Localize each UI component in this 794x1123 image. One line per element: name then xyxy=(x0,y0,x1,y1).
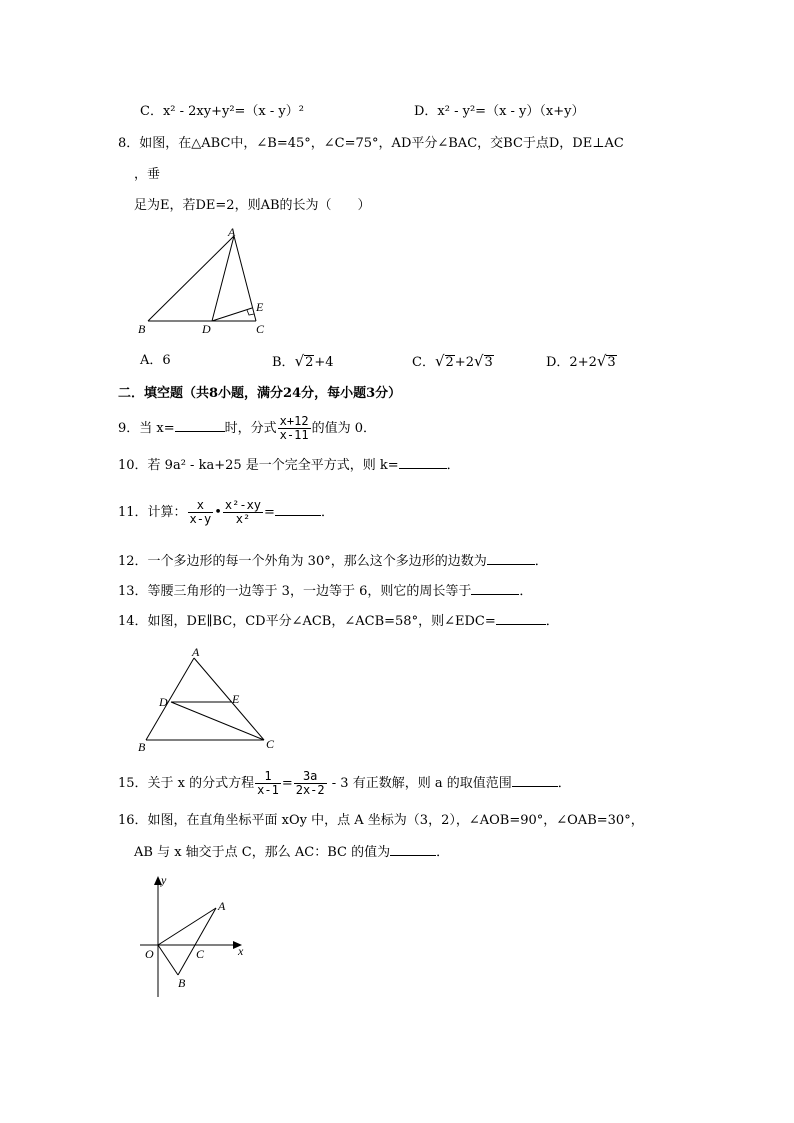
q15-numerator1: 1 xyxy=(255,770,281,784)
q15-prefix: 15．关于 x 的分式方程 xyxy=(118,776,255,791)
q14-label-b: B xyxy=(138,740,146,754)
q9-prefix: 9．当 x= xyxy=(118,421,175,436)
q8-option-b-suffix: +4 xyxy=(314,355,334,370)
q8-option-b-radicand: 2 xyxy=(305,355,314,370)
q11-fraction2 xyxy=(223,499,263,526)
q9-fraction xyxy=(278,415,311,442)
q10 xyxy=(118,456,460,475)
q14 xyxy=(118,612,559,631)
q8-label-a: A xyxy=(228,226,236,239)
q13-answer-blank[interactable] xyxy=(471,582,519,595)
q11-denominator1: x-y xyxy=(189,512,212,526)
q16-label-x: x xyxy=(238,944,244,958)
q8-option-d: D．2+2√3 xyxy=(546,352,616,370)
q16-line2-text: AB 与 x 轴交于点 C，那么 AC：BC 的值为 xyxy=(134,845,391,860)
q15-answer-blank[interactable] xyxy=(512,774,558,787)
q11-prefix: 11．计算： xyxy=(118,505,187,520)
q16-label-o: O xyxy=(145,947,154,961)
q8-option-c-prefix: C． xyxy=(412,355,435,370)
section-title-fill-in: 二．填空题（共8小题，满分24分，每小题3分） xyxy=(118,386,402,401)
q12 xyxy=(118,552,548,571)
q14-answer-blank[interactable] xyxy=(496,612,546,625)
q8-option-c-mid: +2 xyxy=(454,355,474,370)
q12-end: ． xyxy=(534,554,548,569)
q8-option-d-prefix: D．2+2 xyxy=(546,355,597,370)
q15-denominator1: x-1 xyxy=(257,783,279,797)
q14-label-e: E xyxy=(232,692,240,706)
q7-option-d: D．x² - y²=（x - y）（x+y） xyxy=(414,104,585,119)
q8-stem-line2: ，垂 xyxy=(134,167,161,182)
q16-label-y: y xyxy=(161,873,167,887)
q15-suffix: - 3 有正数解，则 a 的取值范围 xyxy=(327,776,512,791)
q8-option-d-radicand: 3 xyxy=(607,355,616,370)
q8-label-d: D xyxy=(202,322,211,336)
q16-end: ． xyxy=(436,845,450,860)
q8-label-e: E xyxy=(256,300,264,314)
q15-equals: = xyxy=(281,776,293,791)
q14-end: ． xyxy=(545,614,559,629)
q10-answer-blank[interactable] xyxy=(399,456,447,469)
q16-label-b: B xyxy=(178,976,186,990)
q15-end: ． xyxy=(557,776,571,791)
q15-fraction2 xyxy=(294,770,327,797)
q16-answer-blank[interactable] xyxy=(390,843,436,856)
q8-option-a: A．6 xyxy=(140,353,171,368)
q11-fraction1 xyxy=(188,499,214,526)
q16-label-c: C xyxy=(196,947,205,961)
q11-numerator2: x²-xy xyxy=(224,498,262,512)
q15-numerator2: 3a xyxy=(294,770,327,784)
q15-fraction1 xyxy=(255,770,281,797)
q8-option-c-radicand2: 3 xyxy=(484,355,493,370)
q8-option-c-radicand1: 2 xyxy=(445,355,454,370)
q8-option-c: C．√2+2√3 xyxy=(412,352,493,370)
q11-end: ． xyxy=(320,505,334,520)
q16-line2 xyxy=(134,843,449,862)
q9-denominator: x-11 xyxy=(279,428,309,442)
q9 xyxy=(118,414,376,444)
q15-denominator2: 2x-2 xyxy=(295,783,325,797)
q11-dot: • xyxy=(214,505,222,520)
q8-option-b-prefix: B． xyxy=(272,355,295,370)
q13-end: ． xyxy=(519,584,533,599)
q8-stem-line3: 足为E，若DE=2，则AB的长为（ ） xyxy=(134,198,371,213)
q9-mid: 时，分式 xyxy=(224,421,277,436)
q10-text: 10．若 9a² - ka+25 是一个完全平方式，则 k= xyxy=(118,458,399,473)
q9-numerator: x+12 xyxy=(279,414,309,428)
q13 xyxy=(118,582,532,601)
q14-text: 14．如图，DE∥BC，CD平分∠ACB，∠ACB=58°，则∠EDC= xyxy=(118,614,496,629)
q8-label-c: C xyxy=(256,322,265,336)
q16-line1: 16．如图，在直角坐标平面 xOy 中，点 A 坐标为（3，2），∠AOB=90°，∠OAB=30°， xyxy=(118,813,644,828)
q9-answer-blank[interactable] xyxy=(175,419,225,432)
q12-text: 12．一个多边形的每一个外角为 30°，那么这个多边形的边数为 xyxy=(118,554,487,569)
q16-coordinate-figure xyxy=(136,872,256,1002)
q15 xyxy=(118,767,571,801)
q8-triangle-figure xyxy=(136,226,276,341)
q11-answer-blank[interactable] xyxy=(275,503,321,516)
q14-label-a: A xyxy=(192,645,200,659)
q11-denominator2: x² xyxy=(235,512,251,526)
q12-answer-blank[interactable] xyxy=(487,552,535,565)
q16-label-a: A xyxy=(218,899,226,913)
q14-triangle-figure xyxy=(136,644,276,754)
q14-label-c: C xyxy=(266,737,275,751)
q11 xyxy=(118,496,334,530)
q8-label-b: B xyxy=(138,322,146,336)
q8-option-b: B．√2+4 xyxy=(272,352,334,370)
q11-numerator1: x xyxy=(188,499,214,513)
q7-option-c: C．x² - 2xy+y²=（x - y）² xyxy=(140,104,304,119)
q13-text: 13．等腰三角形的一边等于 3，一边等于 6，则它的周长等于 xyxy=(118,584,472,599)
q14-label-d: D xyxy=(159,695,168,709)
q11-equals: = xyxy=(264,505,275,520)
q9-suffix: 的值为 0． xyxy=(311,421,376,436)
q8-stem-line1: 8．如图，在△ABC中，∠B=45°，∠C=75°，AD平分∠BAC，交BC于点D，DE⊥AC xyxy=(118,136,624,151)
q10-end: ． xyxy=(446,458,460,473)
